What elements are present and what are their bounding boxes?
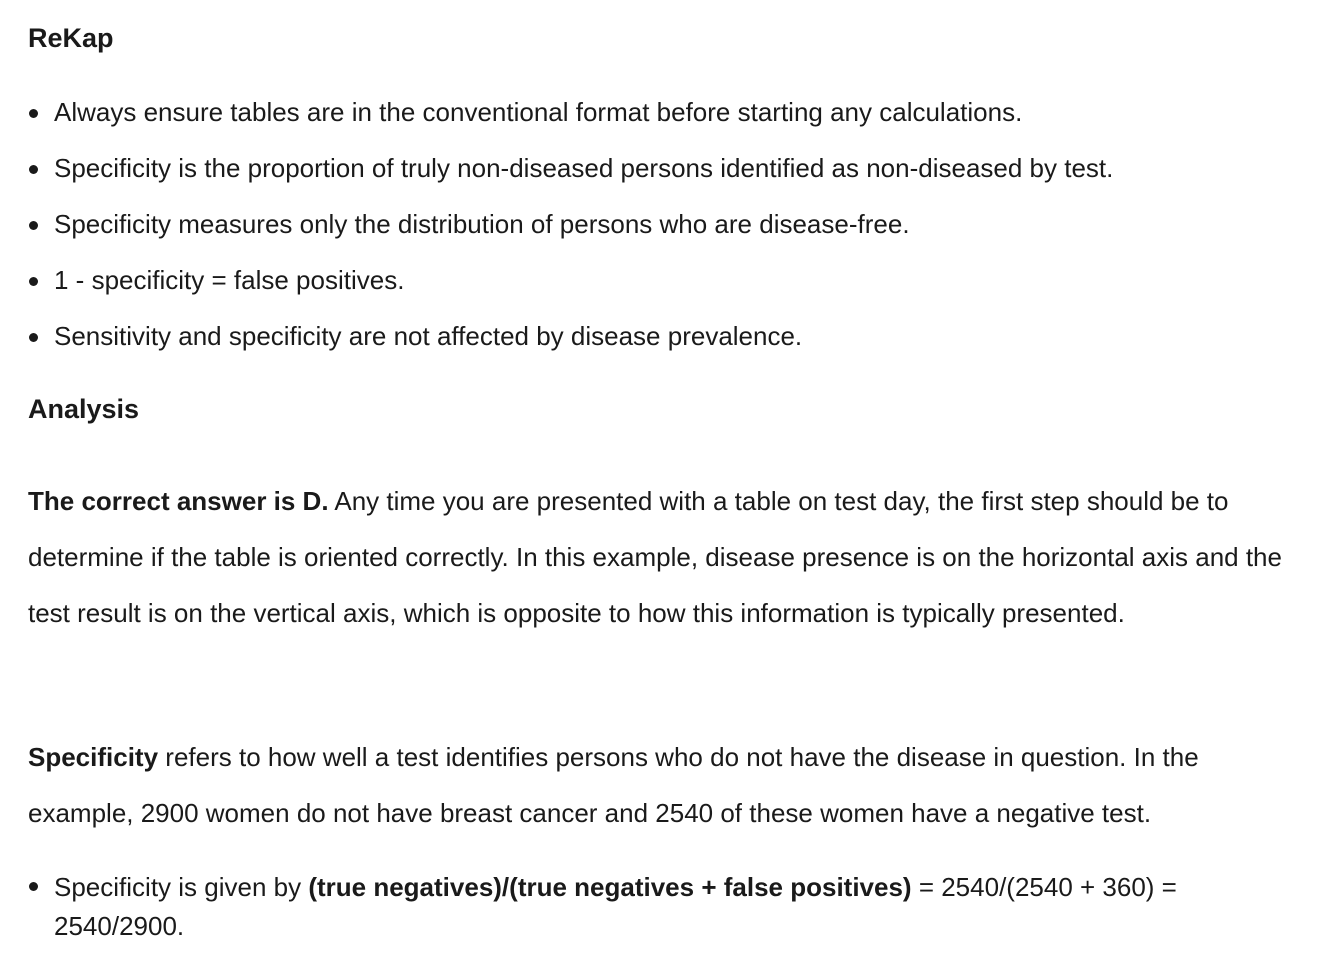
formula-prefix: Specificity is given by: [54, 872, 309, 902]
list-item-text: Specificity measures only the distribution of persons who are disease-free.: [54, 209, 910, 239]
bullet-icon: [29, 882, 38, 891]
answer-bold: The correct answer is D.: [28, 486, 329, 516]
formula-list: [28, 868, 1284, 946]
formula-bold: (true negatives)/(true negatives + false positives): [308, 872, 912, 902]
bullet-icon: [29, 333, 38, 342]
specificity-paragraph: [28, 729, 1298, 841]
list-item: [28, 263, 1113, 319]
formula-suffix: = 2540/(2540 + 360) = 2540/2900.: [54, 872, 1177, 941]
rekap-heading: ReKap: [28, 23, 114, 53]
list-item-text: Specificity is the proportion of truly non-diseased persons identified as non-diseased by test.: [54, 153, 1114, 183]
specificity-text: refers to how well a test identifies persons who do not have the disease in question. In the example, 2900 women do not have breast cancer and 2540 of these women have a negative test.: [28, 742, 1199, 828]
list-item: [28, 95, 1113, 151]
list-item: [28, 151, 1113, 207]
list-item-text: 1 - specificity = false positives.: [54, 265, 405, 295]
specificity-bold: Specificity: [28, 742, 159, 772]
list-item: [28, 868, 1284, 946]
list-item: [28, 207, 1113, 263]
list-item-text: Sensitivity and specificity are not affected by disease prevalence.: [54, 321, 803, 351]
rekap-list: [28, 95, 1113, 375]
bullet-icon: [29, 165, 38, 174]
bullet-icon: [29, 277, 38, 286]
bullet-icon: [29, 109, 38, 118]
analysis-heading: Analysis: [28, 394, 140, 424]
list-item-text: Always ensure tables are in the conventional format before starting any calculations.: [54, 97, 1023, 127]
answer-text: Any time you are presented with a table on test day, the first step should be to determine if the table is oriented correctly. In this example, disease presence is on the horizontal axis and the test result is on the vertical axis, which is opposite to how this information is typically presented.: [28, 486, 1282, 628]
list-item: [28, 319, 1113, 375]
answer-paragraph: [28, 473, 1298, 641]
bullet-icon: [29, 221, 38, 230]
